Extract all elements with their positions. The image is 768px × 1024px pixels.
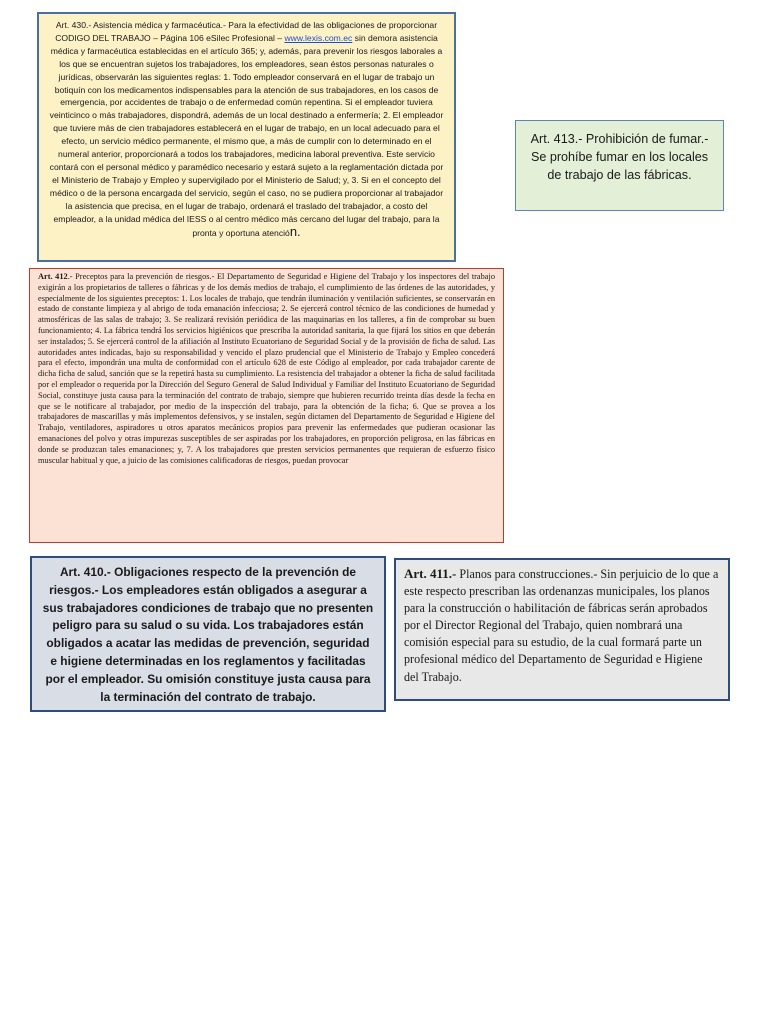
- article-410-box: [30, 556, 386, 712]
- article-430-body: sin demora asistencia médica y farmacéutica establecidas en el artículo 365; y, además, para prevenir los riesgos laborales a los que se encuentran sujetos los trabajadores, los empleadores, sean éstos personas naturales o jurídicas, observarán las siguientes reglas: 1. Todo empleador conservará en el lugar de trabajo un botiquín con los medicamentos indispensables para la atención de sus trabajadores, en los casos de emergencia, por accidentes de trabajo o de enfermedad común repentina. Si el empleador tuviera veinticinco o más trabajadores, dispondrá, además de un local destinado a enfermería; 2. El empleador que tuviere más de cien trabajadores establecerá en el lugar de trabajo, en un local adecuado para el efecto, un servicio médico permanente, el mismo que, a más de cumplir con lo determinado en el numeral anterior, proporcionará a todos los trabajadores, medicina laboral preventiva. Este servicio contará con el personal médico y paramédico necesario y estará sujeto a la reglamentación dictada por el Ministerio de Trabajo y Empleo y supervigilado por el Ministerio de Salud; y, 3. Si en el concepto del médico o de la persona encargada del servicio, según el caso, no se pudiera proporcionar al trabajador la asistencia que precisa, en el lugar de trabajo, ordenará el traslado del trabajador, a costo del empleador, a la unidad médica del IESS o al centro médico más cercano del lugar del trabajo, para la pronta y oportuna atenció: [49, 32, 444, 238]
- article-413-box: [515, 120, 724, 211]
- article-411-text: Planos para construcciones.- Sin perjuicio de lo que a este respecto prescriban las ordenanzas municipales, los planos para la construcción o habilitación de fábricas serán aprobados por el Director Regional del Trabajo, quien nombrará una comisión especial para su estudio, de la cual formará parte un profesional médico del Departamento de Seguridad e Higiene del Trabajo.: [404, 567, 719, 684]
- article-430-box: [37, 12, 456, 262]
- article-410-text: Art. 410.- Obligaciones respecto de la prevención de riesgos.- Los empleadores están obligados a asegurar a sus trabajadores condiciones de trabajo que no presenten peligro para su salud o su vida. Los trabajadores están obligados a acatar las medidas de prevención, seguridad e higiene determinadas en los reglamentos y facilitadas por el empleador. Su omisión constituye justa causa para la terminación del contrato de trabajo.: [42, 565, 374, 704]
- lexis-link[interactable]: www.lexis.com.ec: [284, 32, 353, 43]
- article-411-heading: Art. 411.-: [404, 566, 457, 581]
- article-412-text: .- Preceptos para la prevención de riesgos.- El Departamento de Seguridad e Higiene del Trabajo y los inspectores del trabajo exigirán a los propietarios de talleres o fábricas y de los demás medios de trabajo, el cumplimiento de las órdenes de las autoridades, y especialmente de los siguientes preceptos: 1. Los locales de trabajo, que tendrán iluminación y ventilación suficientes, se conservarán en estado de constante limpieza y al abrigo de toda emanación infecciosa; 2. Se ejercerá control técnico de las condiciones de humedad y atmosféricas de las salas de trabajo; 3. Se realizará revisión periódica de las maquinarias en los talleres, a fin de comprobar su buen funcionamiento; 4. La fábrica tendrá los servicios higiénicos que prescriba la autoridad sanitaria, la que fijará los sitios en que deberán ser instalados; 5. Se ejercerá control de la afiliación al Instituto Ecuatoriano de Seguridad Social y de la provisión de ficha de salud. Las autoridades antes indicadas, bajo su responsabilidad y vencido el plazo prudencial que el Ministerio de Trabajo y Empleo concederá para el efecto, impondrán una multa de conformidad con el artículo 628 de este Código al empleador, por cada trabajador carente de dicha ficha de salud, sanción que se la repetirá hasta su cumplimiento. La resistencia del trabajador a obtener la ficha de salud facilitada por el empleador o requerida por la Dirección del Seguro General de Salud Individual y Familiar del Instituto Ecuatoriano de Seguridad Social, constituye justa causa para la terminación del contrato de trabajo, siempre que hubieren recurrido treinta días desde la fecha en que se le notificare al trabajador, por medio de la inspección del trabajo, para la obtención de la ficha; 6. Que se provea a los trabajadores de mascarillas y más implementos defensivos, y se instalen, según dictamen del Departamento de Seguridad e Higiene del Trabajo, ventiladores, aspiradores u otros aparatos mecánicos propios para prevenir las enfermedades que pudieran ocasionar las emanaciones del polvo y otras impurezas susceptibles de ser aspiradas por los trabajadores, en proporción peligrosa, en las fábricas en donde se produzcan tales emanaciones; y, 7. A los trabajadores que presten servicios permanentes que requieran de esfuerzo físico muscular habitual y que, a juicio de las comisiones calificadoras de riesgos, puedan provocar: [38, 272, 495, 465]
- article-412-heading: Art. 412: [38, 272, 68, 281]
- article-413-text: Art. 413.- Prohibición de fumar.- Se prohíbe fumar en los locales de trabajo de las fábricas.: [530, 132, 709, 182]
- article-430-text: Art. 430.- Asistencia médica y farmacéutica.- Para la efectividad de las obligaciones de proporcionar CODIGO DEL TRABAJO – Página 106 eSilec Profesional –: [55, 20, 438, 43]
- article-412-box: [29, 268, 504, 543]
- article-430-end: n.: [289, 223, 301, 239]
- article-411-box: [394, 558, 730, 701]
